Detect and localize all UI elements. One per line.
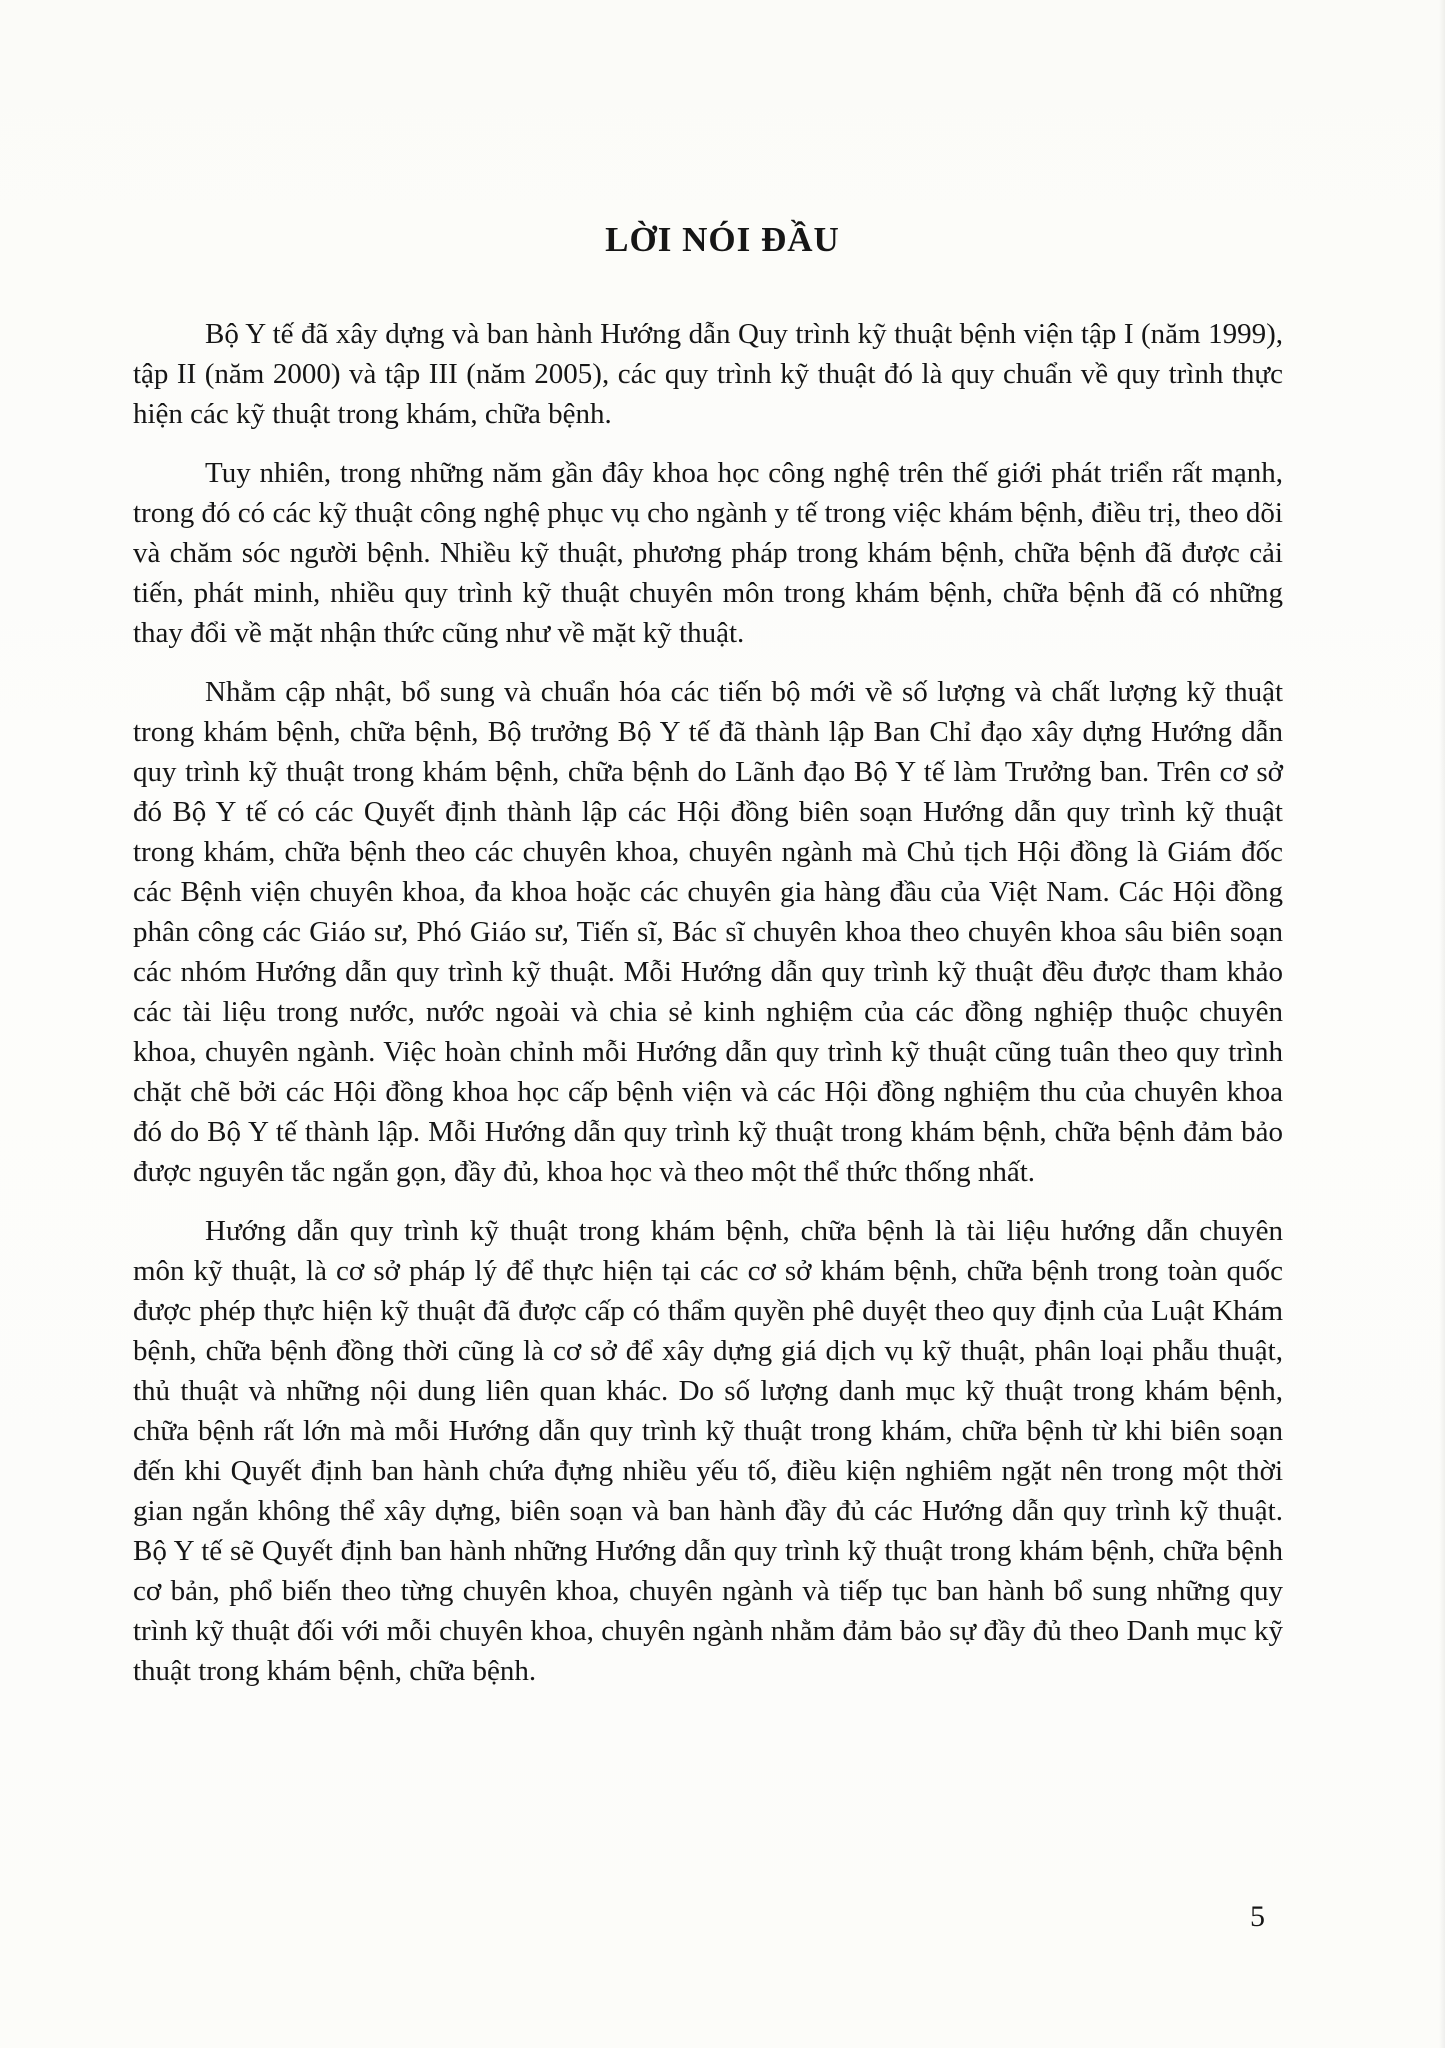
paragraph-4: Hướng dẫn quy trình kỹ thuật trong khám bệnh, chữa bệnh là tài liệu hướng dẫn chuyên môn kỹ thuật, là cơ sở pháp lý để thực hiện tại các cơ sở khám bệnh, chữa bệnh trong toàn quốc được phép thực hiện kỹ thuật đã được cấp có thẩm quyền phê duyệt theo quy định của Luật Khám bệnh, chữa bệnh đồng thời cũng là cơ sở để xây dựng giá dịch vụ kỹ thuật, phân loại phẫu thuật, thủ thuật và những nội dung liên quan khác. Do số lượng danh mục kỹ thuật trong khám bệnh, chữa bệnh rất lớn mà mỗi Hướng dẫn quy trình kỹ thuật trong khám, chữa bệnh từ khi biên soạn đến khi Quyết định ban hành chứa đựng nhiều yếu tố, điều kiện nghiêm ngặt nên trong một thời gian ngắn không thể xây dựng, biên soạn và ban hành đầy đủ các Hướng dẫn quy trình kỹ thuật. Bộ Y tế sẽ Quyết định ban hành những Hướng dẫn quy trình kỹ thuật trong khám bệnh, chữa bệnh cơ bản, phổ biến theo từng chuyên khoa, chuyên ngành và tiếp tục ban hành bổ sung những quy trình kỹ thuật đối với mỗi chuyên khoa, chuyên ngành nhằm đảm bảo sự đầy đủ theo Danh mục kỹ thuật trong khám bệnh, chữa bệnh. [133,1215,1283,1687]
document-body [133,314,1283,1710]
scan-edge-shadow [1439,0,1445,2048]
page-number: 5 [1250,1900,1265,1933]
paragraph-2: Tuy nhiên, trong những năm gần đây khoa học công nghệ trên thế giới phát triển rất mạnh, trong đó có các kỹ thuật công nghệ phục vụ cho ngành y tế trong việc khám bệnh, điều trị, theo dõi và chăm sóc người bệnh. Nhiều kỹ thuật, phương pháp trong khám bệnh, chữa bệnh đã được cải tiến, phát minh, nhiều quy trình kỹ thuật chuyên môn trong khám bệnh, chữa bệnh đã có những thay đổi về mặt nhận thức cũng như về mặt kỹ thuật. [133,457,1283,649]
page-title: LỜI NÓI ĐẦU [605,220,840,259]
paragraph-3: Nhằm cập nhật, bổ sung và chuẩn hóa các tiến bộ mới về số lượng và chất lượng kỹ thuật trong khám bệnh, chữa bệnh, Bộ trưởng Bộ Y tế đã thành lập Ban Chỉ đạo xây dựng Hướng dẫn quy trình kỹ thuật trong khám bệnh, chữa bệnh do Lãnh đạo Bộ Y tế làm Trưởng ban. Trên cơ sở đó Bộ Y tế có các Quyết định thành lập các Hội đồng biên soạn Hướng dẫn quy trình kỹ thuật trong khám, chữa bệnh theo các chuyên khoa, chuyên ngành mà Chủ tịch Hội đồng là Giám đốc các Bệnh viện chuyên khoa, đa khoa hoặc các chuyên gia hàng đầu của Việt Nam. Các Hội đồng phân công các Giáo sư, Phó Giáo sư, Tiến sĩ, Bác sĩ chuyên khoa theo chuyên khoa sâu biên soạn các nhóm Hướng dẫn quy trình kỹ thuật. Mỗi Hướng dẫn quy trình kỹ thuật đều được tham khảo các tài liệu trong nước, nước ngoài và chia sẻ kinh nghiệm của các đồng nghiệp thuộc chuyên khoa, chuyên ngành. Việc hoàn chỉnh mỗi Hướng dẫn quy trình kỹ thuật cũng tuân theo quy trình chặt chẽ bởi các Hội đồng khoa học cấp bệnh viện và các Hội đồng nghiệm thu của chuyên khoa đó do Bộ Y tế thành lập. Mỗi Hướng dẫn quy trình kỹ thuật trong khám bệnh, chữa bệnh đảm bảo được nguyên tắc ngắn gọn, đầy đủ, khoa học và theo một thể thức thống nhất. [133,676,1283,1188]
paragraph-1: Bộ Y tế đã xây dựng và ban hành Hướng dẫn Quy trình kỹ thuật bệnh viện tập I (năm 1999), tập II (năm 2000) và tập III (năm 2005), các quy trình kỹ thuật đó là quy chuẩn về quy trình thực hiện các kỹ thuật trong khám, chữa bệnh. [133,318,1283,430]
